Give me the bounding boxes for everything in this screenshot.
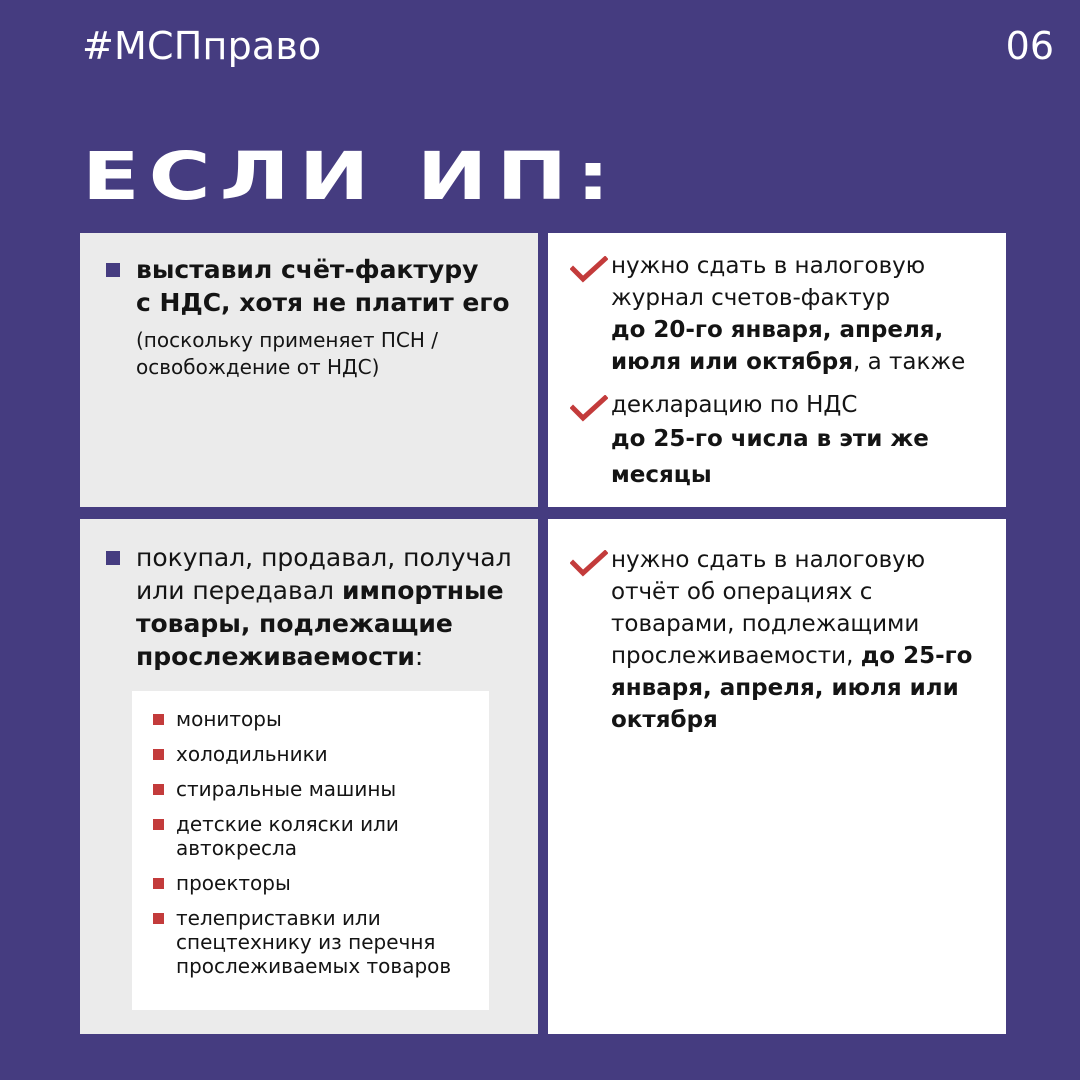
condition-invoice-line1: выставил счёт-фактуру: [136, 255, 479, 284]
condition-card-invoice: [80, 233, 538, 507]
requirement-card-invoice: [548, 233, 1006, 507]
traceable-goods-list: [132, 691, 489, 1010]
list-item: телеприставки или спецтехнику из перечня прослеживаемых товаров: [132, 906, 489, 978]
page-title: ЕСЛИ ИП:: [82, 138, 619, 215]
checkmark-icon: [570, 256, 608, 284]
condition-import-t3: :: [414, 642, 424, 671]
list-item: мониторы: [132, 707, 489, 731]
condition-import-t1: покупал, продавал, получал или передавал: [136, 543, 512, 605]
red-square-bullet-icon: [153, 714, 164, 725]
checkmark-icon: [570, 395, 608, 423]
list-item: проекторы: [132, 871, 489, 895]
red-square-bullet-icon: [153, 819, 164, 830]
journal-deadline: до 20-го января, апреля, июля или октября: [611, 317, 944, 375]
hashtag: #МСПправо: [82, 24, 322, 68]
report-text: нужно сдать в налоговую отчёт об операциях с товарами, подлежащими прослеживаемости,: [611, 547, 926, 669]
list-item: холодильники: [132, 742, 489, 766]
journal-text-4: , а также: [852, 349, 966, 375]
condition-card-import: [80, 519, 538, 1034]
page-number: 06: [1005, 24, 1054, 68]
list-item: стиральные машины: [132, 777, 489, 801]
journal-text-2: журнал счетов-фактур: [611, 285, 891, 311]
declaration-deadline: до 25-го числа в эти же месяцы: [611, 426, 929, 488]
condition-import-text: [136, 541, 521, 673]
list-item: детские коляски или автокресла: [132, 812, 489, 860]
report-deadline: до 25-го января, апреля, июля или октября: [611, 643, 973, 733]
journal-text-1: нужно сдать в налоговую: [611, 253, 926, 279]
red-square-bullet-icon: [153, 878, 164, 889]
red-square-bullet-icon: [153, 784, 164, 795]
checkmark-icon: [570, 550, 608, 578]
square-bullet-icon: [106, 263, 120, 277]
requirement-invoice-journal: [570, 250, 990, 378]
condition-invoice-note: (поскольку применяет ПСН / освобождение от НДС): [136, 328, 438, 379]
declaration-text: декларацию по НДС: [611, 392, 858, 418]
requirement-traceability-report: [570, 544, 990, 736]
condition-invoice: [106, 253, 516, 381]
red-square-bullet-icon: [153, 749, 164, 760]
condition-import-bold: импортные товары, подлежащие прослеживаемости: [136, 576, 504, 671]
square-bullet-icon: [106, 551, 120, 565]
red-square-bullet-icon: [153, 913, 164, 924]
condition-import: [106, 541, 516, 673]
condition-invoice-text: [136, 253, 516, 319]
requirement-card-import: [548, 519, 1006, 1034]
condition-invoice-line2: с НДС, хотя не платит его: [136, 288, 510, 317]
requirement-vat-declaration: [570, 389, 990, 493]
